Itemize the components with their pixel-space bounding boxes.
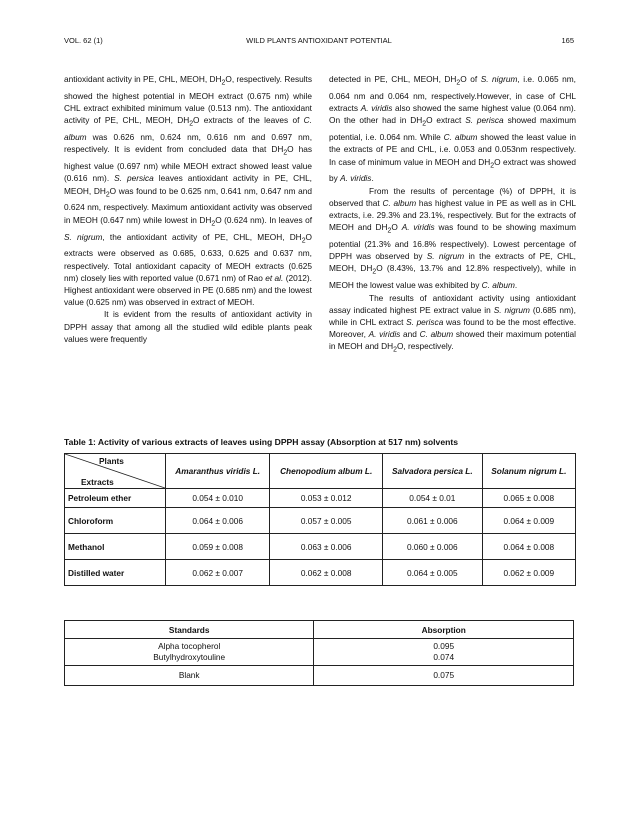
table-cell: 0.062 ± 0.007 <box>166 560 270 586</box>
table-cell: 0.064 ± 0.005 <box>383 560 483 586</box>
table-row <box>65 666 574 686</box>
absorption-value: 0.095 <box>433 641 455 651</box>
table-cell: 0.060 ± 0.006 <box>383 534 483 560</box>
journal-running-title: WILD PLANTS ANTIOXIDANT POTENTIAL <box>246 36 392 45</box>
table-row <box>65 560 576 586</box>
row-label: Methanol <box>65 534 166 560</box>
dpph-table <box>64 453 576 586</box>
row-label: Distilled water <box>65 560 166 586</box>
row-label: Chloroform <box>65 508 166 534</box>
absorption-cell <box>314 666 574 686</box>
column-header-chenopodium: Chenopodium album L. <box>270 454 383 489</box>
row-label: Petroleum ether <box>65 489 166 508</box>
standard-name: Butylhydroxytouline <box>153 652 226 662</box>
right-paragraph-1: detected in PE, CHL, MEOH, $DH_2O$ of S. nigrum, i.e. 0.065 nm, 0.064 nm and 0.064 nm, respectively.However, in case of CHL extracts A. viridis also showed the same highest value (0.064 nm). On the other had in $DH_2O$ extract S. perisca showed maximum potential, i.e. 0.064 nm. While C. album showed the least value in the extracts of PE and CHL, i.e. 0.053 and 0.053nm respectively. In case of minimum value in MEOH and $DH_2O$ extract was showed by A. viridis. <box>329 74 577 184</box>
page-number: 165 <box>561 36 574 45</box>
right-paragraph-3: The results of antioxidant activity using antioxidant assay indicated highest PE extract value in S. nigrum (0.685 nm), while in CHL extract S. perisca was found to be the most effective. Moreover, A. viridis and C. album showed their maximum potential in MEOH and $DH_2O$, respectively. <box>329 292 577 354</box>
table1-header-row <box>65 454 576 489</box>
absorption-cell <box>314 639 574 666</box>
table-cell: 0.064 ± 0.008 <box>482 534 575 560</box>
standard-cell <box>65 639 314 666</box>
table-cell: 0.061 ± 0.006 <box>383 508 483 534</box>
table1-caption: Table 1: Activity of various extracts of leaves using DPPH assay (Absorption at 517 nm) solvents <box>64 437 459 447</box>
table-cell: 0.054 ± 0.01 <box>383 489 483 508</box>
left-paragraph-1: antioxidant activity in PE, CHL, MEOH, $DH_2O$, respectively. Results showed the highest potential in MEOH extract (0.675 nm) while CHL extract exhibited minimum value (0.513 nm). The antioxidant activity of PE, CHL, MEOH, $DH_2O$ extracts of the leaves of C. album was 0.626 nm, 0.624 nm, 0.616 nm and 0.697 nm, respectively. It is evident from concluded data that $DH_2O$ has highest value (0.697 nm) while MEOH extract showed least value (0.616 nm). S. persica leaves antioxidant activity in PE, CHL, MEOH, $DH_2O$ was found to be 0.625 nm, 0.641 nm, 0.647 nm and 0.624 nm, respectively. Maximum antioxidant activity was observed in MEOH (0.647 nm) while lowest in $DH_2O$ (0.624 nm). In leaves of S. nigrum, the antioxidant activity of PE, CHL, MEOH, $DH_2O$ extracts were observed as 0.685, 0.633, 0.625 and 0.637 nm, respectively. Total antioxidant capacity of MEOH extracts (0.625 nm) closely lies with reported value (0.671 nm) of Rao et al. (2012). Highest antioxidant were observed in PE (0.685 nm) and the lowest value (0.625 nm) was observed in extract of MEOH. <box>64 74 313 308</box>
table-cell: 0.053 ± 0.012 <box>270 489 383 508</box>
table-cell: 0.062 ± 0.008 <box>270 560 383 586</box>
standard-cell <box>65 666 314 686</box>
column-header-salvadora: Salvadora persica L. <box>383 454 483 489</box>
table-cell: 0.062 ± 0.009 <box>482 560 575 586</box>
column-header-amaranthus: Amaranthus viridis L. <box>166 454 270 489</box>
standard-name: Blank <box>178 670 200 680</box>
left-paragraph-2: It is evident from the results of antioxidant activity in DPPH assay that among all the studied wild edible plants peak values were frequently <box>64 309 312 344</box>
left-column-text <box>64 73 312 345</box>
table-cell: 0.054 ± 0.010 <box>166 489 270 508</box>
absorption-value: 0.074 <box>433 652 455 662</box>
table-cell: 0.064 ± 0.009 <box>482 508 575 534</box>
table-row <box>65 508 576 534</box>
standards-header: Standards <box>65 621 314 639</box>
table-row <box>65 489 576 508</box>
corner-plants-label: Plants <box>99 456 124 466</box>
corner-extracts-label: Extracts <box>81 477 114 487</box>
right-column-text <box>329 73 576 357</box>
table-cell: 0.059 ± 0.008 <box>166 534 270 560</box>
standards-table <box>64 620 574 686</box>
table2-header-row <box>65 621 574 639</box>
table1-corner-cell <box>65 454 166 489</box>
table-row <box>65 534 576 560</box>
right-paragraph-2: From the results of percentage (%) of DPPH, it is observed that C. album has highest value in PE as well as in CHL extracts, i.e. 29.3% and 23.1%, respectively. But for the extracts of MEOH and $DH_2O$ A. viridis was found to be showing maximum potential (21.3% and 16.8% respectively). Lowest percentage of DPPH was observed by S. nigrum in the extracts of PE, CHL, MEOH, $DH_2O$ (8.43%, 13.7% and 12.8% respectively), while in MEOH the lowest value was exhibited by C. album. <box>329 185 577 291</box>
table-cell: 0.063 ± 0.006 <box>270 534 383 560</box>
volume-label: VOL. 62 (1) <box>64 36 103 45</box>
absorption-header: Absorption <box>314 621 574 639</box>
table-cell: 0.065 ± 0.008 <box>482 489 575 508</box>
column-header-solanum: Solanum nigrum L. <box>482 454 575 489</box>
table-cell: 0.064 ± 0.006 <box>166 508 270 534</box>
table-row <box>65 639 574 666</box>
standard-name: Alpha tocopherol <box>158 641 221 651</box>
table-cell: 0.057 ± 0.005 <box>270 508 383 534</box>
absorption-value: 0.075 <box>433 670 455 680</box>
